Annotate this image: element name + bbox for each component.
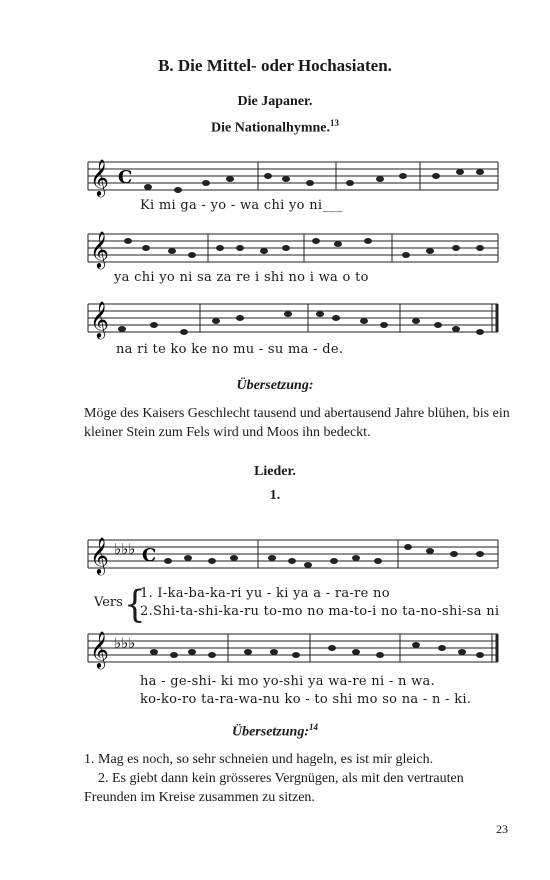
subsection-title: Die Japaner. <box>237 94 313 109</box>
svg-text:C: C <box>142 545 157 566</box>
page-number: 23 <box>496 822 508 836</box>
svg-text:𝄞: 𝄞 <box>90 630 109 668</box>
song-verse-2-row-2: ko-ko-ro ta-ra-wa-nu ko - to shi mo so na - n - ki. <box>140 692 472 707</box>
anthem-lyrics-row-1: Ki mi ga - yo - wa chi yo ni___ <box>140 198 343 213</box>
svg-text:♭♭♭: ♭♭♭ <box>114 540 136 558</box>
verse-brace: { <box>124 583 146 627</box>
song-staff-1 <box>88 532 500 580</box>
translation-2-footnote-ref: 14 <box>309 722 318 732</box>
anthem-staff-2 <box>88 230 500 270</box>
anthem-staff-3 <box>88 300 500 340</box>
svg-text:𝄞: 𝄞 <box>90 536 109 574</box>
song-verse-2-row-1: 2.Shi-ta-shi-ka-ru to-mo no ma-to-i no ta-no-shi-sa ni <box>140 604 500 619</box>
svg-text:♭♭♭: ♭♭♭ <box>114 634 136 652</box>
anthem-title <box>0 118 550 137</box>
translation-2-heading-text: Übersetzung: <box>231 724 309 740</box>
songs-heading: Lieder. <box>254 464 296 479</box>
translation-2-line-2: 2. Es giebt dann kein grösseres Vergnügen, als mit den vertrauten Freunden im Kreise zusammen zu sitzen. <box>84 771 464 805</box>
section-title: B. Die Mittel- oder Hochasiaten. <box>158 56 392 75</box>
svg-text:C: C <box>118 167 133 188</box>
anthem-lyrics-row-2: ya chi yo ni sa za re i shi no i wa o to <box>114 270 369 285</box>
svg-text:𝄞: 𝄞 <box>90 300 109 338</box>
vers-label: Vers <box>94 595 123 610</box>
translation-2-line-1: 1. Mag es noch, so sehr schneien und hageln, es ist mir gleich. <box>84 752 434 767</box>
song-verse-1-row-2: ha - ge-shi- ki mo yo-shi ya wa-re ni - n wa. <box>140 674 436 689</box>
anthem-footnote-ref: 13 <box>330 118 339 128</box>
translation-1-heading: Übersetzung: <box>236 378 314 393</box>
translation-2-heading <box>0 722 550 741</box>
anthem-title-text: Die Nationalhymne. <box>211 120 330 136</box>
anthem-staff-1 <box>88 158 500 198</box>
song-staff-2 <box>88 628 500 672</box>
translation-1-text: Möge des Kaisers Geschlecht tausend und abertausend Jahre blühen, bis ein kleiner Stein zum Fels wird und Moos ihn bedeckt. <box>84 406 510 440</box>
song-number: 1. <box>269 488 281 503</box>
anthem-lyrics-row-3: na ri te ko ke no mu - su ma - de. <box>116 342 344 357</box>
svg-text:𝄞: 𝄞 <box>90 158 109 196</box>
svg-text:𝄞: 𝄞 <box>90 230 109 268</box>
song-verse-1-row-1: 1. I-ka-ba-ka-ri yu - ki ya a - ra-re no <box>140 586 390 601</box>
